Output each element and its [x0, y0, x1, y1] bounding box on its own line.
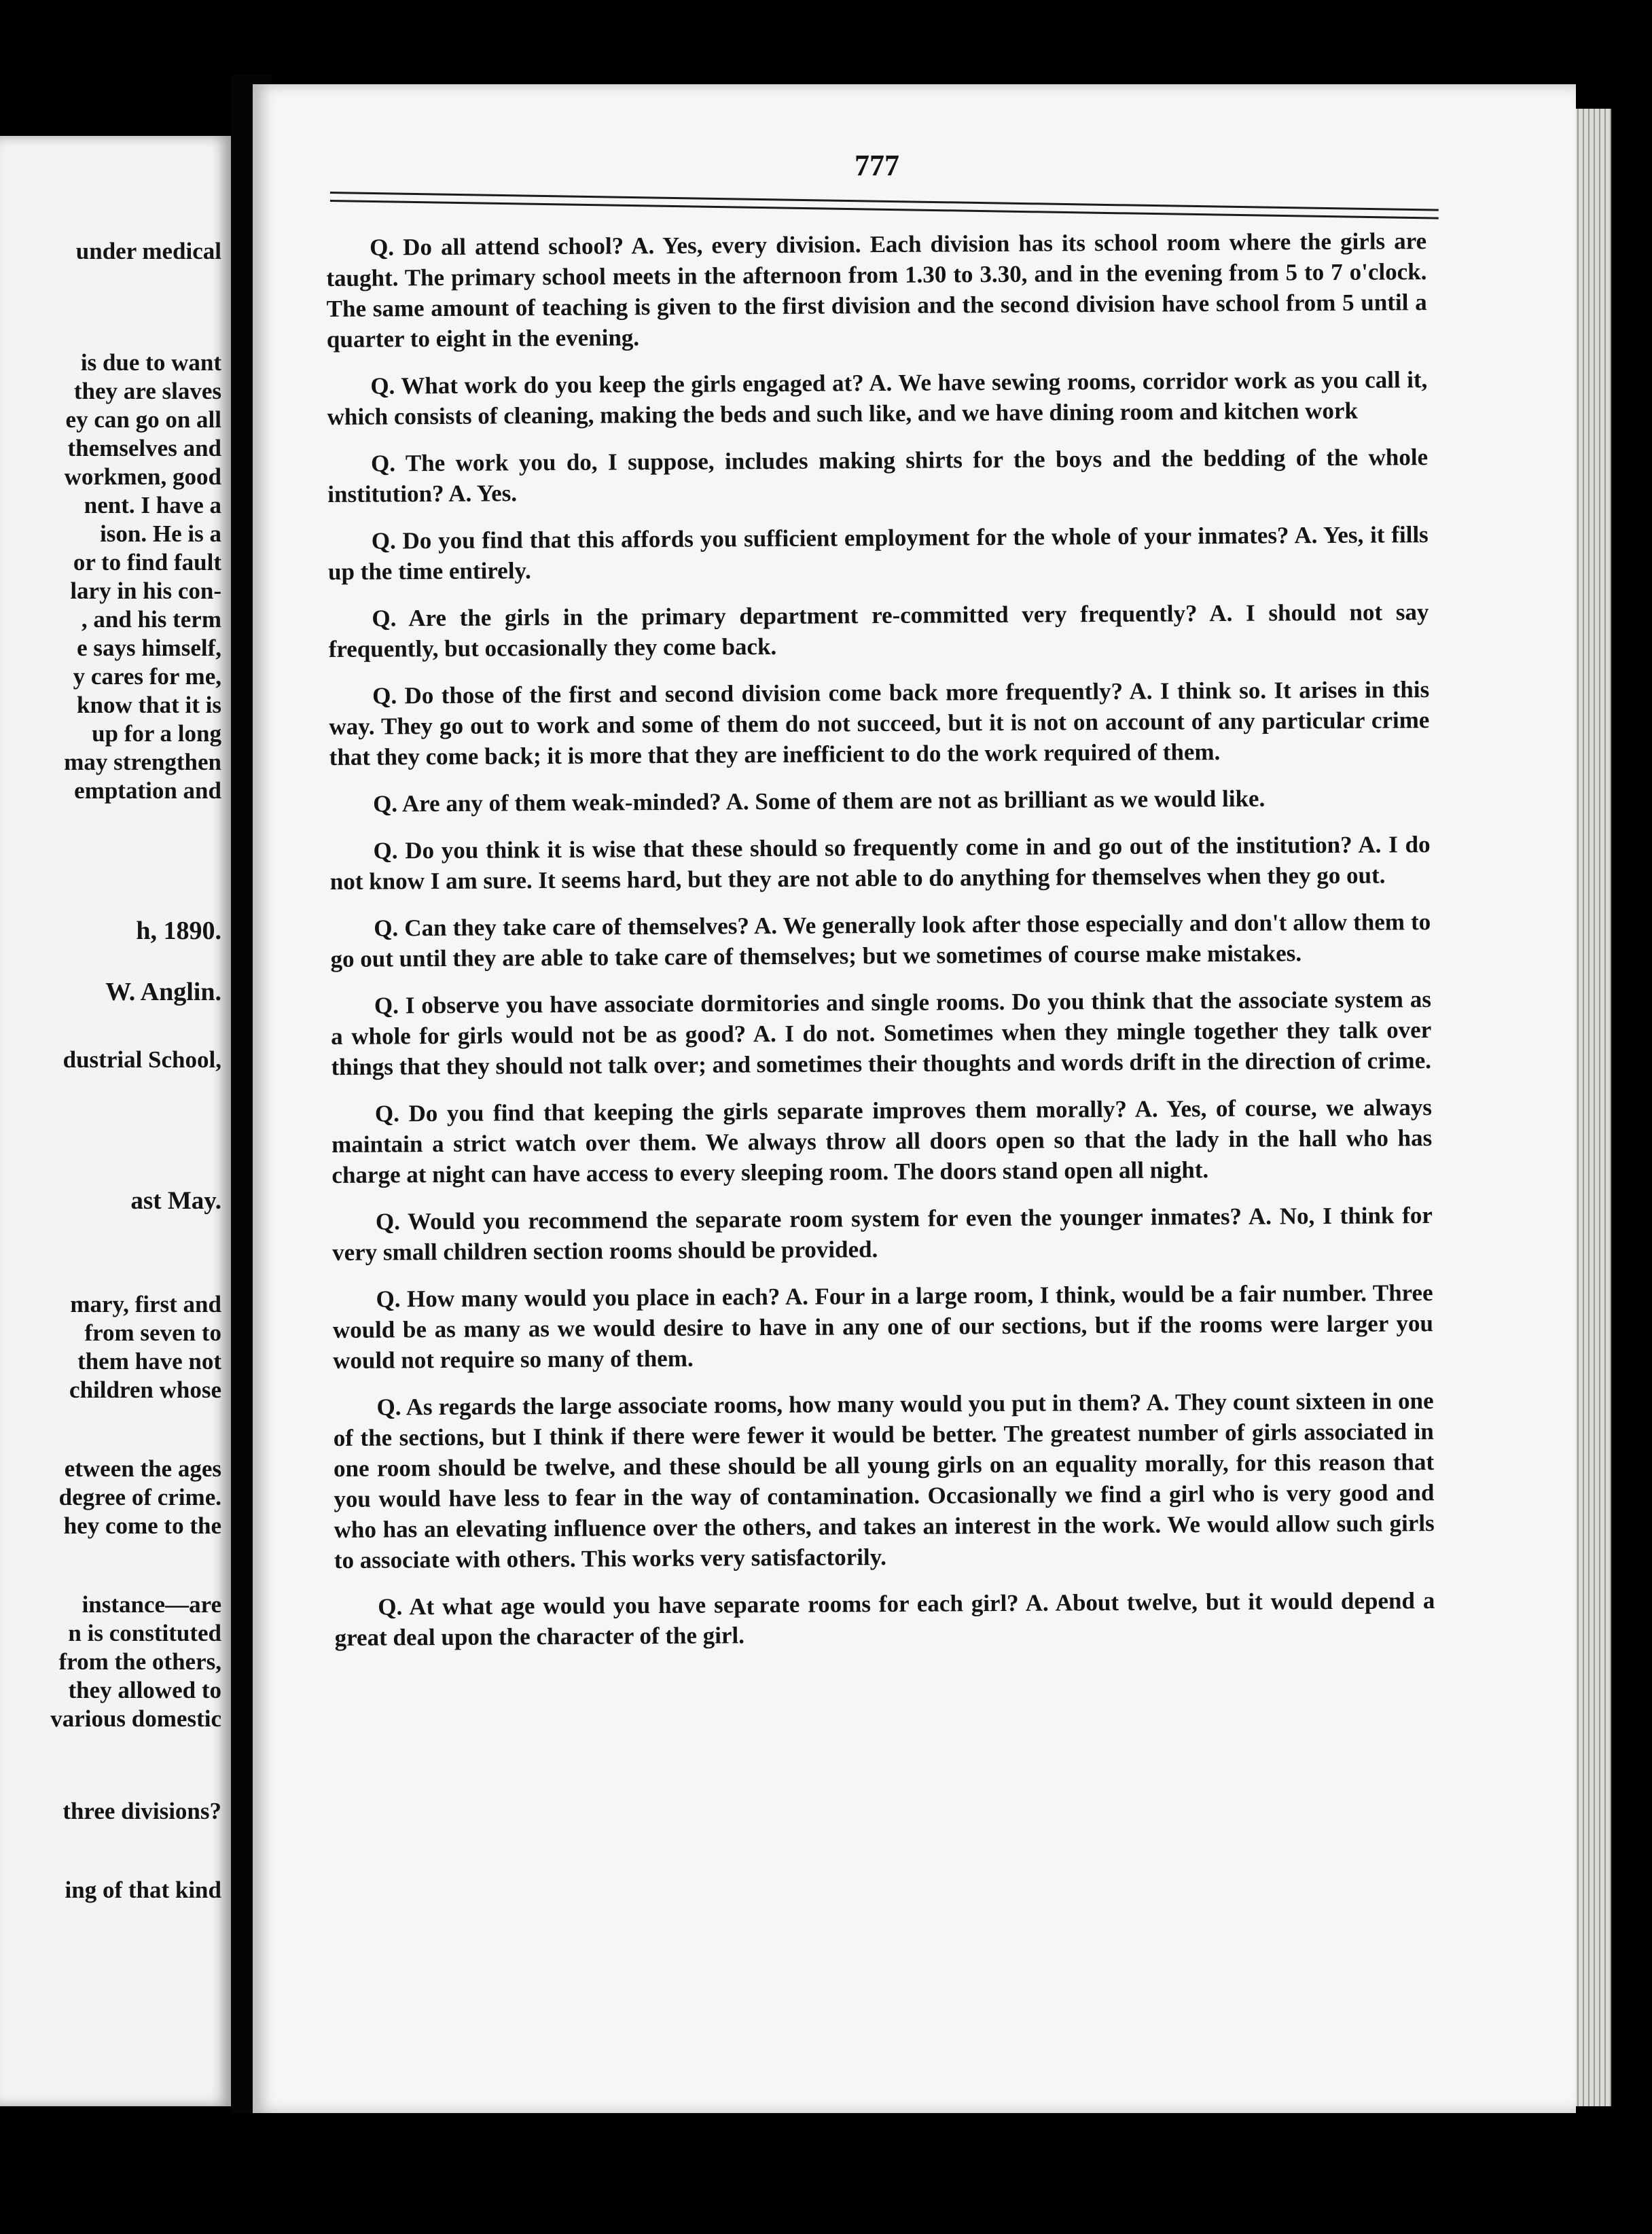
- left-page-line: children whose: [69, 1377, 221, 1403]
- left-page-line: themselves and: [67, 435, 221, 461]
- left-page-line: y cares for me,: [73, 663, 221, 690]
- left-page-line: they are slaves: [73, 378, 221, 404]
- left-page-line: lary in his con-: [70, 578, 221, 604]
- qa-paragraph: Q. How many would you place in each? A. Four in a large room, I think, would be a fair number. Three would be as many as we would desire to have in any one of our sections, but if the rooms were larger you would not require so many of them.: [332, 1279, 1433, 1374]
- left-page-line: is due to want: [80, 349, 221, 376]
- qa-paragraph: Q. Do you find that this affords you sufficient employment for the whole of your inmates? A. Yes, it fills up the time entirely.: [327, 521, 1429, 585]
- left-page-line: ison. He is a: [100, 520, 221, 547]
- qa-paragraph: Q. Do you think it is wise that these should so frequently come in and go out of the institution? A. I do not know I am sure. It seems hard, but they are not able to do anything for themselves when they go out.: [329, 831, 1431, 895]
- left-page-line: or to find fault: [73, 549, 221, 575]
- left-page-line: ey can go on all: [65, 406, 221, 433]
- left-page-line: emptation and: [74, 777, 221, 804]
- qa-paragraph: Q. At what age would you have separate rooms for each girl? A. About twelve, but it would depend a great deal upon the character of the girl.: [334, 1587, 1435, 1651]
- left-page-line: n is constituted: [68, 1620, 221, 1646]
- left-page-line: ast May.: [130, 1187, 221, 1215]
- qa-paragraph: Q. The work you do, I suppose, includes making shirts for the boys and the bedding of the whole institution? A. Yes.: [327, 444, 1429, 508]
- left-page-line: nent. I have a: [84, 492, 221, 518]
- left-page-line: them have not: [77, 1348, 221, 1375]
- left-page-line: know that it is: [77, 692, 221, 718]
- left-page-line: under medical: [75, 238, 221, 264]
- left-page-line: ing of that kind: [65, 1877, 221, 1903]
- body-text: [326, 226, 1435, 1669]
- qa-paragraph: Q. Are any of them weak-minded? A. Some of them are not as brilliant as we would like.: [373, 785, 1265, 817]
- left-page-signature: W. Anglin.: [105, 978, 221, 1006]
- left-page-line: from seven to: [84, 1319, 221, 1346]
- left-page-line: dustrial School,: [62, 1046, 221, 1073]
- qa-paragraph: Q. Are the girls in the primary department re-committed very frequently? A. I should not say frequently, but occasionally they come back.: [328, 599, 1429, 662]
- left-page-line: instance—are: [82, 1591, 221, 1618]
- left-page-line: , and his term: [81, 606, 221, 633]
- left-page-line: mary, first and: [70, 1291, 221, 1317]
- left-page-line: hey come to the: [63, 1512, 221, 1539]
- qa-paragraph: Q. As regards the large associate rooms, how many would you put in them? A. They count sixteen in one of the sections, but I think if there were fewer it would be better. The greatest number of girls associated in one room should be twelve, and these should be all young girls on an equality morally, for this reason that you would have less to fear in the way of contamination. Occasionally we find a girl who is very good and who has an elevating influence over the others, and takes an interest in the work. We would allow such girls to associate with others. This works very satisfactorily.: [333, 1387, 1435, 1574]
- qa-paragraph: Q. Can they take care of themselves? A. We generally look after those especially and don't allow them to go out until they are able to take care of themselves; but we sometimes of course make mistakes.: [330, 908, 1431, 972]
- left-page-line: etween the ages: [64, 1455, 221, 1482]
- qa-paragraph: Q. What work do you keep the girls engaged at? A. We have sewing rooms, corridor work as you call it, which consists of cleaning, making the beds and such like, and we have dining room and kitchen work: [327, 366, 1428, 430]
- left-page-fragment: [0, 136, 231, 2106]
- left-page-line: various domestic: [50, 1705, 221, 1732]
- qa-paragraph: Q. Would you recommend the separate room system for even the younger inmates? A. No, I think for very small children section rooms should be provided.: [332, 1202, 1433, 1266]
- left-page-line: e says himself,: [77, 635, 221, 661]
- qa-paragraph: Q. Do all attend school? A. Yes, every division. Each division has its school room where the girls are taught. The primary school meets in the afternoon from 1.30 to 3.30, and in the evening from 5 to 7 o'clock. The same amount of teaching is given to the first division and the second division have school from 5 until a quarter to eight in the evening.: [326, 228, 1427, 353]
- left-page-line: three divisions?: [62, 1798, 221, 1824]
- qa-paragraph: Q. Do those of the first and second division come back more frequently? A. I think so. It arises in this way. They go out to work and some of them do not succeed, but it is not on account of any particular crime that they come back; it is more that they are inefficient to do the work required of them.: [329, 676, 1430, 770]
- left-page-line: from the others,: [58, 1648, 221, 1675]
- left-page-date: h, 1890.: [136, 917, 221, 945]
- left-page-line: degree of crime.: [58, 1484, 221, 1510]
- left-page-line: up for a long: [92, 720, 221, 747]
- page-number: 777: [855, 149, 899, 182]
- qa-paragraph: Q. Do you find that keeping the girls separate improves them morally? A. Yes, of course, we always maintain a strict watch over them. We always throw all doors open so that the lady in the hall who has charge at night can have access to every sleeping room. The doors stand open all night.: [331, 1094, 1433, 1188]
- qa-paragraph: Q. I observe you have associate dormitories and single rooms. Do you think that the associate system as a whole for girls would not be as good? A. I do not. Sometimes when they mingle together they talk over things that they should not talk over; and sometimes their thoughts and words drift in the direction of crime.: [331, 986, 1432, 1080]
- left-page-line: may strengthen: [64, 749, 221, 775]
- left-page-line: workmen, good: [64, 463, 221, 490]
- left-page-line: they allowed to: [68, 1677, 221, 1703]
